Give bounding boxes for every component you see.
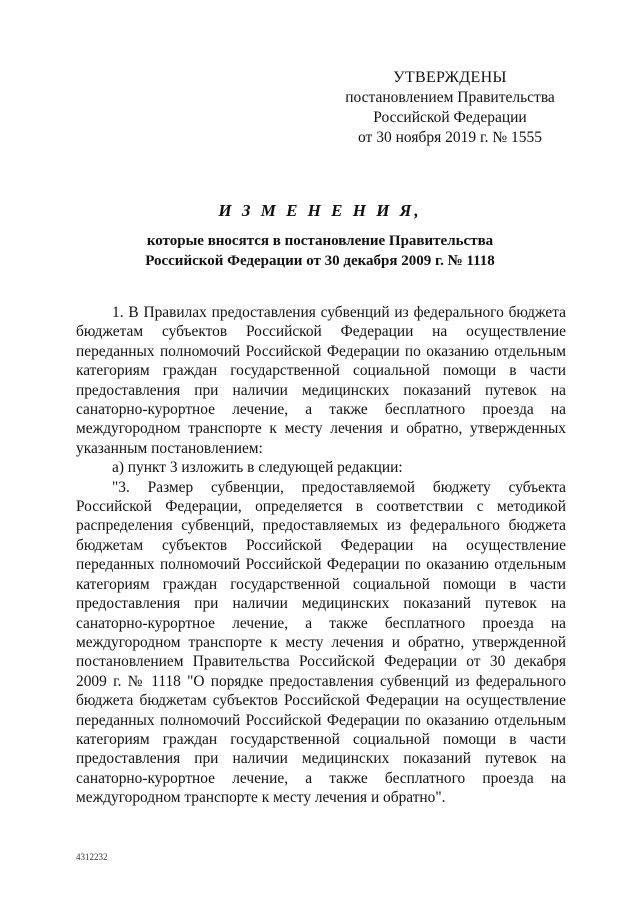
- approval-line-2: Российской Федерации: [373, 109, 527, 126]
- approval-line-1: постановлением Правительства: [345, 89, 555, 106]
- paragraph-1: 1. В Правилах предоставления субвенций из федерального бюджета бюджетам субъектов Российской Федерации на осуществление переданных полномочий Российской Федерации по оказанию отдельным категориям граждан государственной социальной помощи в части предоставления при наличии медицинских показаний путевок на санаторно-курортное лечение, а также бесплатного проезда на междугородном транспорте к месту лечения и обратно, утвержденных указанным постановлением:: [76, 304, 566, 457]
- paragraph-3: "3. Размер субвенции, предоставляемой бюджету субъекта Российской Федерации, определяется в соответствии с методикой распределения субвенций, предоставляемых из федерального бюджета бюджетам субъектов Российской Федерации на осуществление переданных полномочий Российской Федерации по оказанию отдельным категориям граждан государственной социальной помощи в части предоставления при наличии медицинских показаний путевок на санаторно-курортное лечение, а также бесплатного проезда на междугородном транспорте к месту лечения и обратно, утвержденной постановлением Правительства Российской Федерации от 30 декабря 2009 г. № 1118 "О порядке предоставления субвенций из федерального бюджета бюджетам субъектов Российской Федерации на осуществление переданных полномочий Российской Федерации по оказанию отдельным категориям граждан государственной социальной помощи в части предоставления при наличии медицинских показаний путевок на санаторно-курортное лечение, а также бесплатного проезда на междугородном транспорте к месту лечения и обратно".: [76, 478, 566, 807]
- document-code: 4312232: [76, 852, 108, 862]
- approved-label: УТВЕРЖДЕНЫ: [393, 69, 507, 86]
- approval-line-3: от 30 ноября 2019 г. № 1555: [358, 129, 542, 146]
- document-title: И З М Е Н Е Н И Я,: [218, 201, 422, 220]
- paragraph-2: а) пункт 3 изложить в следующей редакции:: [112, 459, 403, 477]
- document-body: [76, 303, 566, 808]
- document-heading: [70, 200, 570, 271]
- subtitle-line-1: которые вносятся в постановление Правительства: [146, 233, 494, 249]
- approval-stamp: [330, 68, 570, 148]
- subtitle-line-2: Российской Федерации от 30 декабря 2009 г. № 1118: [145, 253, 495, 269]
- document-subtitle: [70, 231, 570, 271]
